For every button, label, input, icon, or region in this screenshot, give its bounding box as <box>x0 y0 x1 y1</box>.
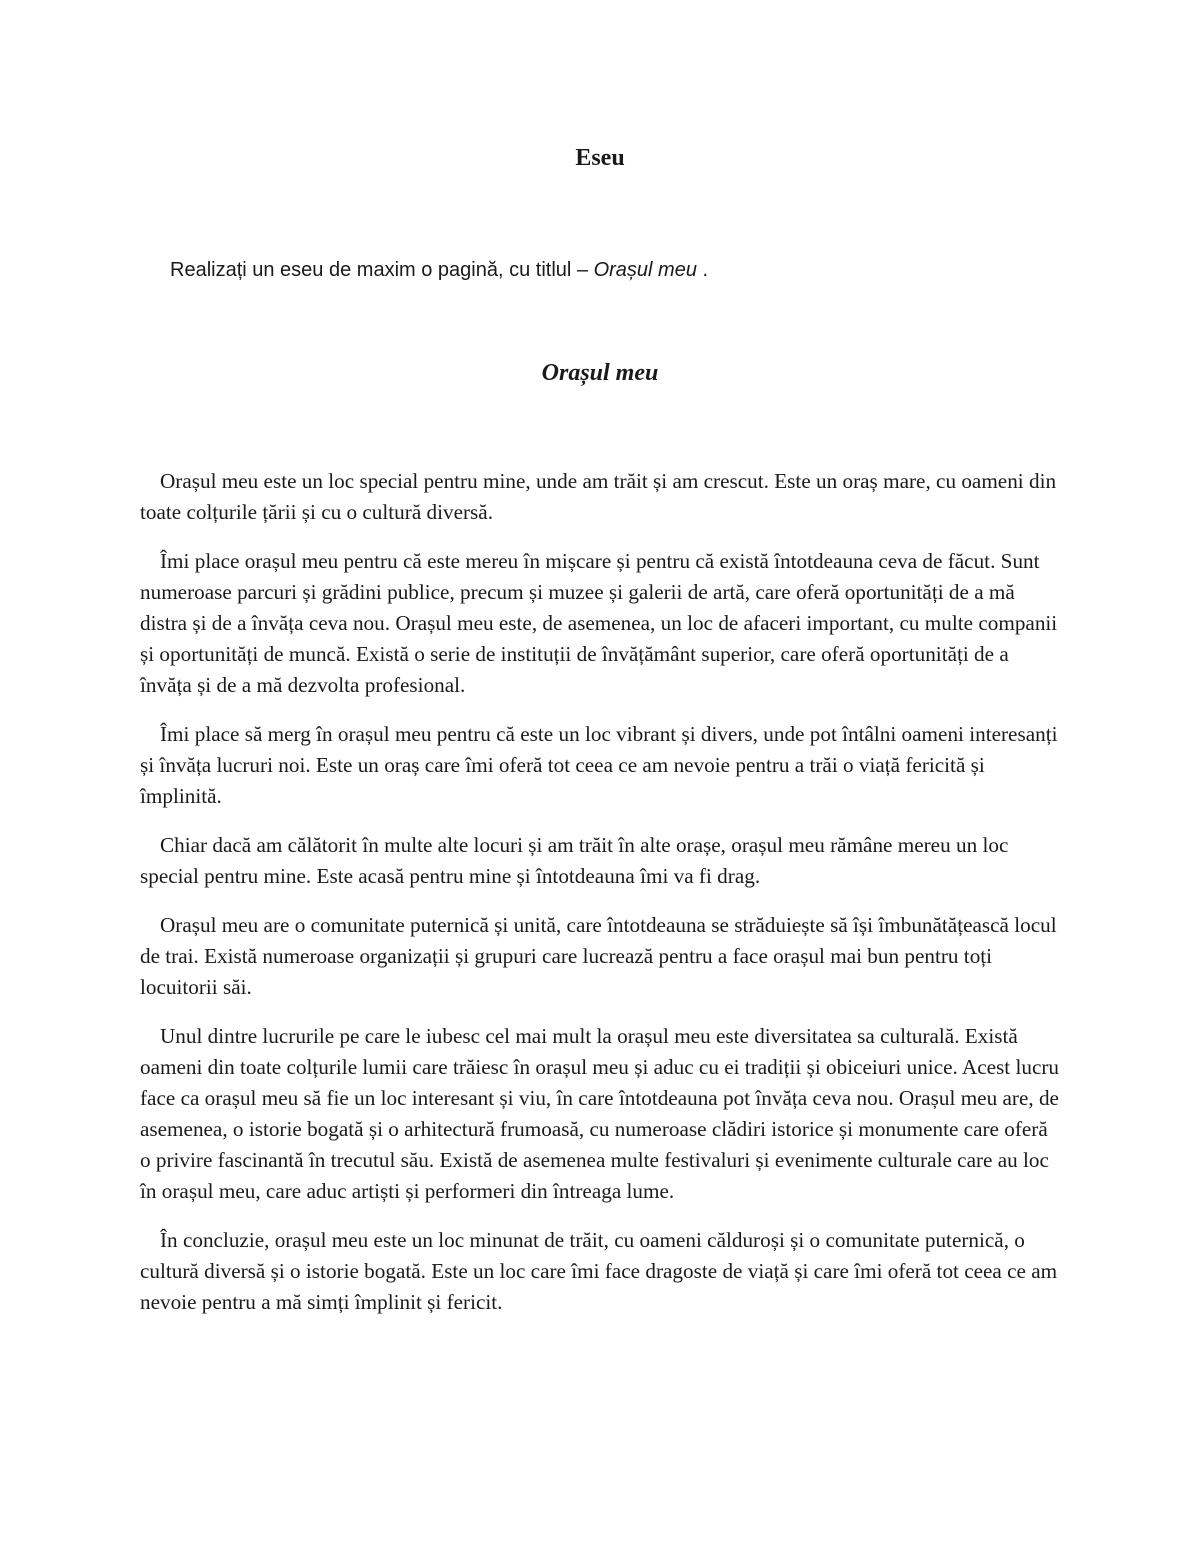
essay-title: Orașul meu <box>541 360 659 386</box>
essay-paragraph: În concluzie, orașul meu este un loc minunat de trăit, cu oameni călduroși și o comunitate puternică, o cultură diversă și o istorie bogată. Este un loc care îmi face dragoste de viață și care îmi oferă tot ceea ce am nevoie pentru a mă simți împlinit și fericit. <box>140 1228 1058 1314</box>
essay-paragraph: Unul dintre lucrurile pe care le iubesc cel mai mult la orașul meu este diversitatea sa culturală. Există oameni din toate colțurile lumii care trăiesc în orașul meu și aduc cu ei tradiții și obiceiuri unice. Acest lucru face ca orașul meu să fie un loc interesant și viu, în care întotdeauna pot învăța ceva nou. Orașul meu are, de asemenea, o istorie bogată și o arhitectură frumoasă, cu numeroase clădiri istorice și monumente care oferă o privire fascinantă în trecutul său. Există de asemenea multe festivaluri și evenimente culturale care au loc în orașul meu, care aduc artiști și performeri din întreaga lume. <box>140 1024 1059 1203</box>
instruction-suffix: . <box>696 259 709 281</box>
essay-body <box>140 466 1060 1336</box>
essay-paragraph: Chiar dacă am călătorit în multe alte locuri și am trăit în alte orașe, orașul meu rămâne mereu un loc special pentru mine. Este acasă pentru mine și întotdeauna îmi va fi drag. <box>140 833 1009 888</box>
essay-paragraph: Îmi place să merg în orașul meu pentru că este un loc vibrant și divers, unde pot întâlni oameni interesanți și învăța lucruri noi. Este un oraș care îmi oferă tot ceea ce am nevoie pentru a trăi o viață fericită și împlinită. <box>140 722 1058 808</box>
assignment-instruction <box>170 255 708 285</box>
essay-paragraph: Orașul meu are o comunitate puternică și unită, care întotdeauna se străduiește să își îmbunătățească locul de trai. Există numeroase organizații și grupuri care lucrează pentru a face orașul mai bun pentru toți locuitorii săi. <box>140 913 1057 999</box>
instruction-emphasis: Orașul meu <box>593 259 697 281</box>
essay-paragraph: Orașul meu este un loc special pentru mine, unde am trăit și am crescut. Este un oraș mare, cu oameni din toate colțurile țării și cu o cultură diversă. <box>140 469 1057 524</box>
essay-paragraph: Îmi place orașul meu pentru că este mereu în mișcare și pentru că există întotdeauna ceva de făcut. Sunt numeroase parcuri și grădini publice, precum și muzee și galerii de artă, care oferă oportunități de a mă distra și de a învăța ceva nou. Orașul meu este, de asemenea, un loc de afaceri important, cu multe companii și oportunități de muncă. Există o serie de instituții de învățământ superior, care oferă oportunități de a învăța și de a mă dezvolta profesional. <box>140 549 1058 697</box>
document-title: Eseu <box>575 145 625 171</box>
instruction-text: Realizați un eseu de maxim o pagină, cu titlul – <box>170 259 594 281</box>
